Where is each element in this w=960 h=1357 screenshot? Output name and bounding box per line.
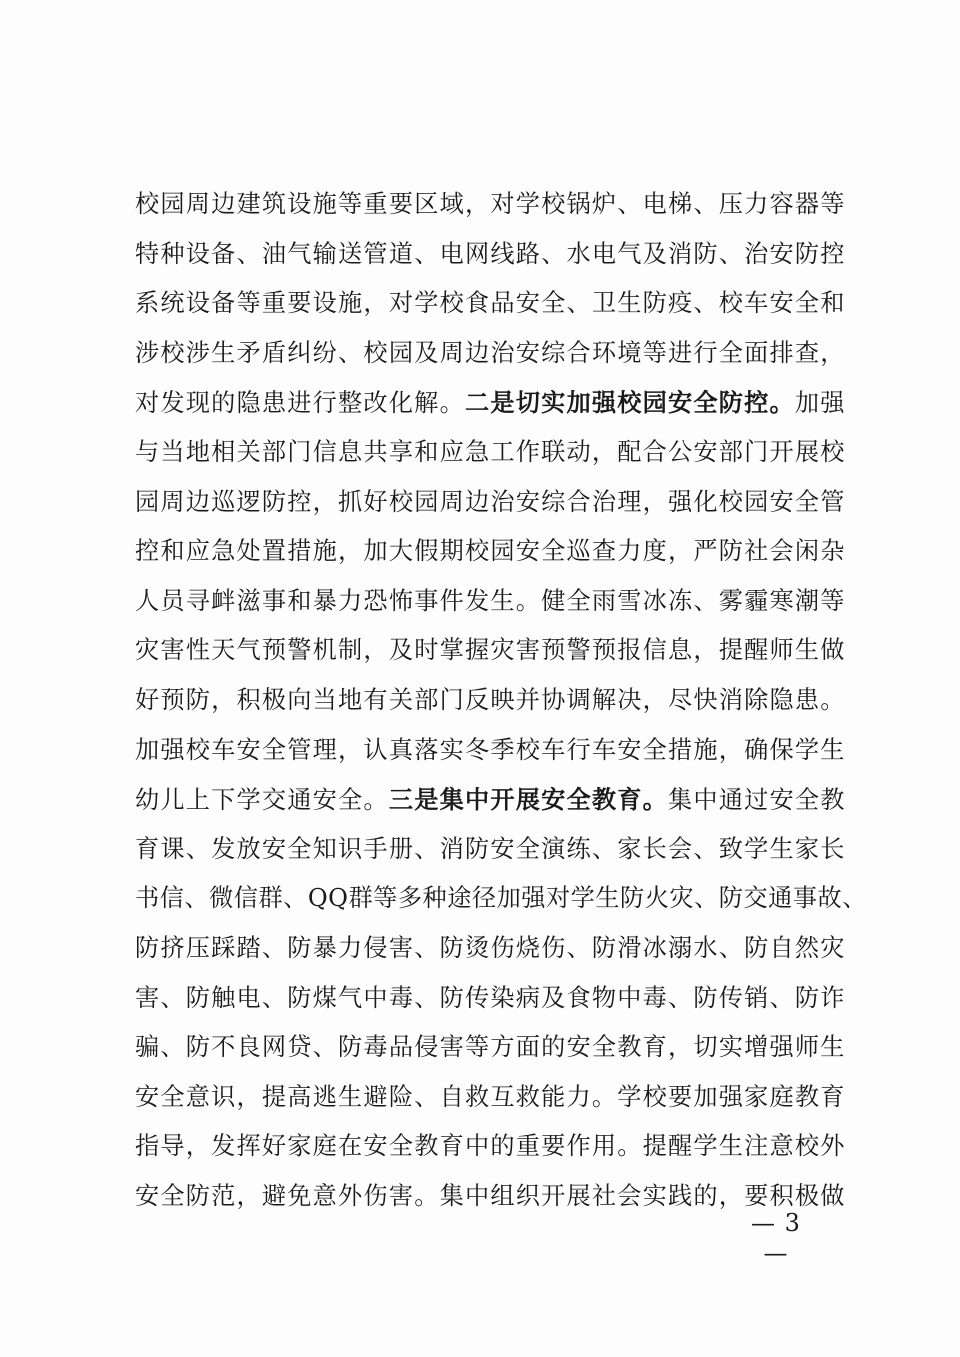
text-run: 园周边巡逻防控，抓好校园周边治安综合治理，强化校园安全管: [135, 487, 845, 516]
text-line: [135, 230, 845, 280]
text-run: 对发现的隐患进行整改化解。: [135, 389, 465, 418]
text-run: 与当地相关部门信息共享和应急工作联动，配合公安部门开展校: [135, 437, 845, 466]
text-line: [135, 1073, 845, 1123]
text-line: [135, 378, 845, 428]
text-run: 涉校涉生矛盾纠纷、校园及周边治安综合环境等进行全面排查，: [135, 338, 845, 367]
body-text: [135, 180, 867, 1221]
text-line: [135, 676, 845, 726]
text-run: 集中通过安全教: [668, 786, 845, 815]
text-line: [135, 478, 845, 528]
page-number: — 3 —: [751, 1209, 801, 1267]
text-run: 幼儿上下学交通安全。: [135, 786, 389, 815]
text-run: 书信、微信群、QQ群等多种途径加强对学生防火灾、防交通事故、: [135, 884, 867, 913]
text-line: [135, 527, 845, 577]
text-run: 防挤压踩踏、防暴力侵害、防烫伤烧伤、防滑冰溺水、防自然灾: [135, 933, 845, 962]
text-run: 特种设备、油气输送管道、电网线路、水电气及消防、治安防控: [135, 239, 845, 268]
text-line: [135, 626, 845, 676]
text-run: 系统设备等重要设施，对学校食品安全、卫生防疫、校车安全和: [135, 289, 845, 318]
text-run: 加强: [794, 389, 845, 418]
text-run: 育课、发放安全知识手册、消防安全演练、家长会、致学生家长: [135, 834, 845, 863]
text-run: 灾害性天气预警机制，及时掌握灾害预警预报信息，提醒师生做: [135, 636, 845, 665]
text-line: [135, 726, 845, 776]
text-run: 控和应急处置措施，加大假期校园安全巡查力度，严防社会闲杂: [135, 537, 845, 566]
text-line: [135, 180, 845, 230]
text-run: 安全意识，提高逃生避险、自救互救能力。学校要加强家庭教育: [135, 1082, 845, 1111]
text-line: [135, 1122, 845, 1172]
text-run: 指导，发挥好家庭在安全教育中的重要作用。提醒学生注意校外: [135, 1132, 845, 1161]
text-run: 校园周边建筑设施等重要区域，对学校锅炉、电梯、压力容器等: [135, 190, 845, 218]
text-line: [135, 775, 845, 825]
text-line: [135, 924, 845, 974]
text-line: [135, 874, 867, 924]
text-line: [135, 1023, 845, 1073]
text-line: [135, 825, 845, 875]
text-line: [135, 329, 845, 379]
bold-heading-run: 二是切实加强校园安全防控。: [464, 388, 795, 418]
text-run: 人员寻衅滋事和暴力恐怖事件发生。健全雨雪冰冻、雾霾寒潮等: [135, 586, 845, 615]
text-run: 加强校车安全管理，认真落实冬季校车行车安全措施，确保学生: [135, 735, 845, 764]
text-line: [135, 974, 845, 1024]
text-line: [135, 279, 845, 329]
text-run: 安全防范，避免意外伤害。集中组织开展社会实践的，要积极做: [135, 1181, 845, 1210]
text-run: 好预防，积极向当地有关部门反映并协调解决，尽快消除隐患。: [135, 685, 845, 714]
bold-heading-run: 三是集中开展安全教育。: [388, 785, 668, 815]
text-line: [135, 577, 845, 627]
text-line: [135, 428, 845, 478]
text-run: 骗、防不良网贷、防毒品侵害等方面的安全教育，切实增强师生: [135, 1033, 845, 1062]
text-run: 害、防触电、防煤气中毒、防传染病及食物中毒、防传销、防诈: [135, 983, 845, 1012]
